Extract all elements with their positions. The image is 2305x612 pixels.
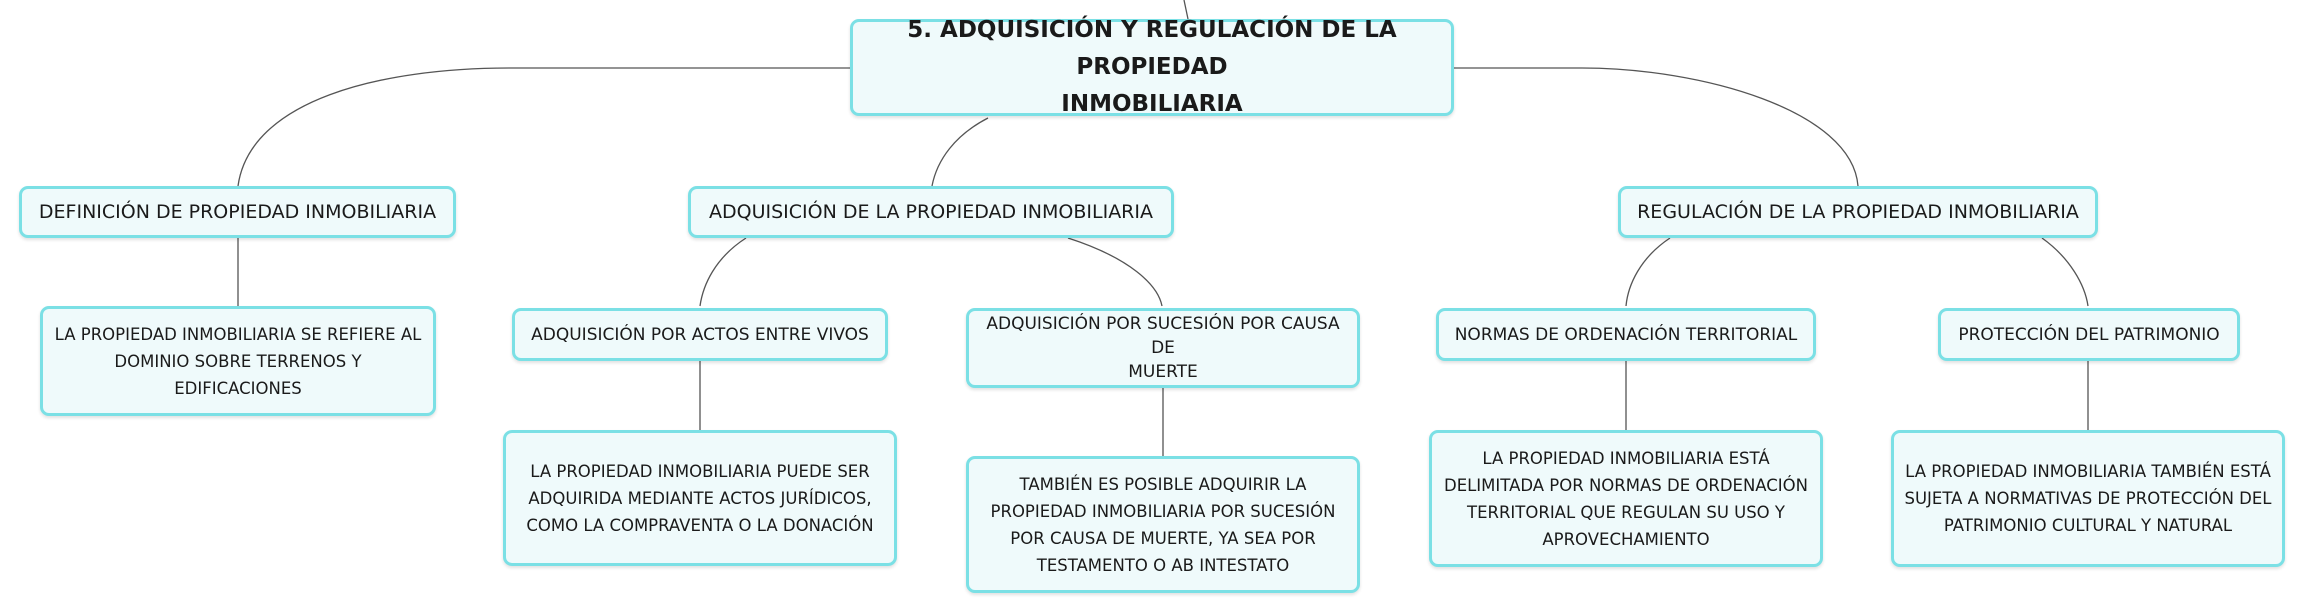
detail-patrimonio-line-1: LA PROPIEDAD INMOBILIARIA TAMBIÉN ESTÁ (1905, 462, 2271, 481)
subtopic-patrimonio[interactable] (1938, 308, 2240, 361)
topic-regulacion-label: REGULACIÓN DE LA PROPIEDAD INMOBILIARIA (1637, 201, 2079, 223)
subtopic-actos-entre-vivos-label: ADQUISICIÓN POR ACTOS ENTRE VIVOS (531, 324, 869, 345)
topic-definicion-label: DEFINICIÓN DE PROPIEDAD INMOBILIARIA (38, 201, 437, 223)
root-topic-line-1: 5. ADQUISICIÓN Y REGULACIÓN DE LA PROPIEDAD (907, 17, 1397, 80)
detail-definicion-line-1: LA PROPIEDAD INMOBILIARIA SE REFIERE AL (54, 324, 422, 344)
detail-normas-line-4: APROVECHAMIENTO (1542, 529, 1710, 549)
detail-normas-line-3: TERRITORIAL QUE REGULAN SU USO Y (1466, 502, 1785, 522)
topic-definicion[interactable] (19, 186, 456, 238)
edge-regulacion-normas (1626, 238, 1670, 306)
topic-regulacion[interactable] (1618, 186, 2098, 238)
subtopic-sucesion-line-2: MUERTE (1128, 362, 1198, 382)
detail-vivos-line-2: ADQUIRIDA MEDIANTE ACTOS JURÍDICOS, (528, 488, 872, 508)
detail-patrimonio-line-2: SUJETA A NORMATIVAS DE PROTECCIÓN DEL (1904, 489, 2272, 508)
detail-actos-entre-vivos[interactable] (503, 430, 897, 566)
subtopic-patrimonio-label: PROTECCIÓN DEL PATRIMONIO (1958, 324, 2220, 345)
detail-definicion-line-3: EDIFICACIONES (174, 378, 302, 398)
detail-definicion-line-2: DOMINIO SOBRE TERRENOS Y (114, 351, 362, 371)
detail-sucesion-line-2: PROPIEDAD INMOBILIARIA POR SUCESIÓN (990, 501, 1336, 521)
subtopic-actos-entre-vivos[interactable] (512, 308, 888, 361)
detail-sucesion-line-3: POR CAUSA DE MUERTE, YA SEA POR (1010, 528, 1316, 548)
detail-normas-line-1: LA PROPIEDAD INMOBILIARIA ESTÁ (1482, 448, 1770, 468)
detail-normas-line-2: DELIMITADA POR NORMAS DE ORDENACIÓN (1443, 475, 1809, 495)
subtopic-normas-label: NORMAS DE ORDENACIÓN TERRITORIAL (1454, 324, 1798, 345)
detail-sucesion-line-4: TESTAMENTO O AB INTESTATO (1036, 555, 1290, 575)
root-topic-line-2: INMOBILIARIA (1061, 91, 1243, 117)
detail-definicion[interactable] (40, 306, 436, 416)
detail-vivos-line-1: LA PROPIEDAD INMOBILIARIA PUEDE SER (530, 461, 870, 481)
edge-root-regulacion (1452, 68, 1858, 186)
edge-adquisicion-sucesion (1068, 238, 1162, 306)
edge-adquisicion-vivos (700, 238, 746, 306)
detail-patrimonio-line-3: PATRIMONIO CULTURAL Y NATURAL (1943, 516, 2233, 535)
edge-root-adquisicion (932, 118, 988, 186)
detail-vivos-line-3: COMO LA COMPRAVENTA O LA DONACIÓN (526, 515, 874, 535)
edge-root-definicion (238, 68, 856, 186)
detail-sucesion-line-1: TAMBIÉN ES POSIBLE ADQUIRIR LA (1019, 474, 1307, 494)
detail-sucesion[interactable] (966, 456, 1360, 593)
detail-normas[interactable] (1429, 430, 1823, 567)
subtopic-sucesion-line-1: ADQUISICIÓN POR SUCESIÓN POR CAUSA DE (986, 314, 1340, 358)
topic-adquisicion-label: ADQUISICIÓN DE LA PROPIEDAD INMOBILIARIA (708, 201, 1153, 223)
detail-patrimonio[interactable] (1891, 430, 2285, 567)
subtopic-sucesion[interactable] (966, 308, 1360, 388)
root-topic[interactable] (850, 19, 1454, 116)
topic-adquisicion[interactable] (688, 186, 1174, 238)
edge-regulacion-patrimonio (2042, 238, 2088, 306)
subtopic-normas[interactable] (1436, 308, 1816, 361)
